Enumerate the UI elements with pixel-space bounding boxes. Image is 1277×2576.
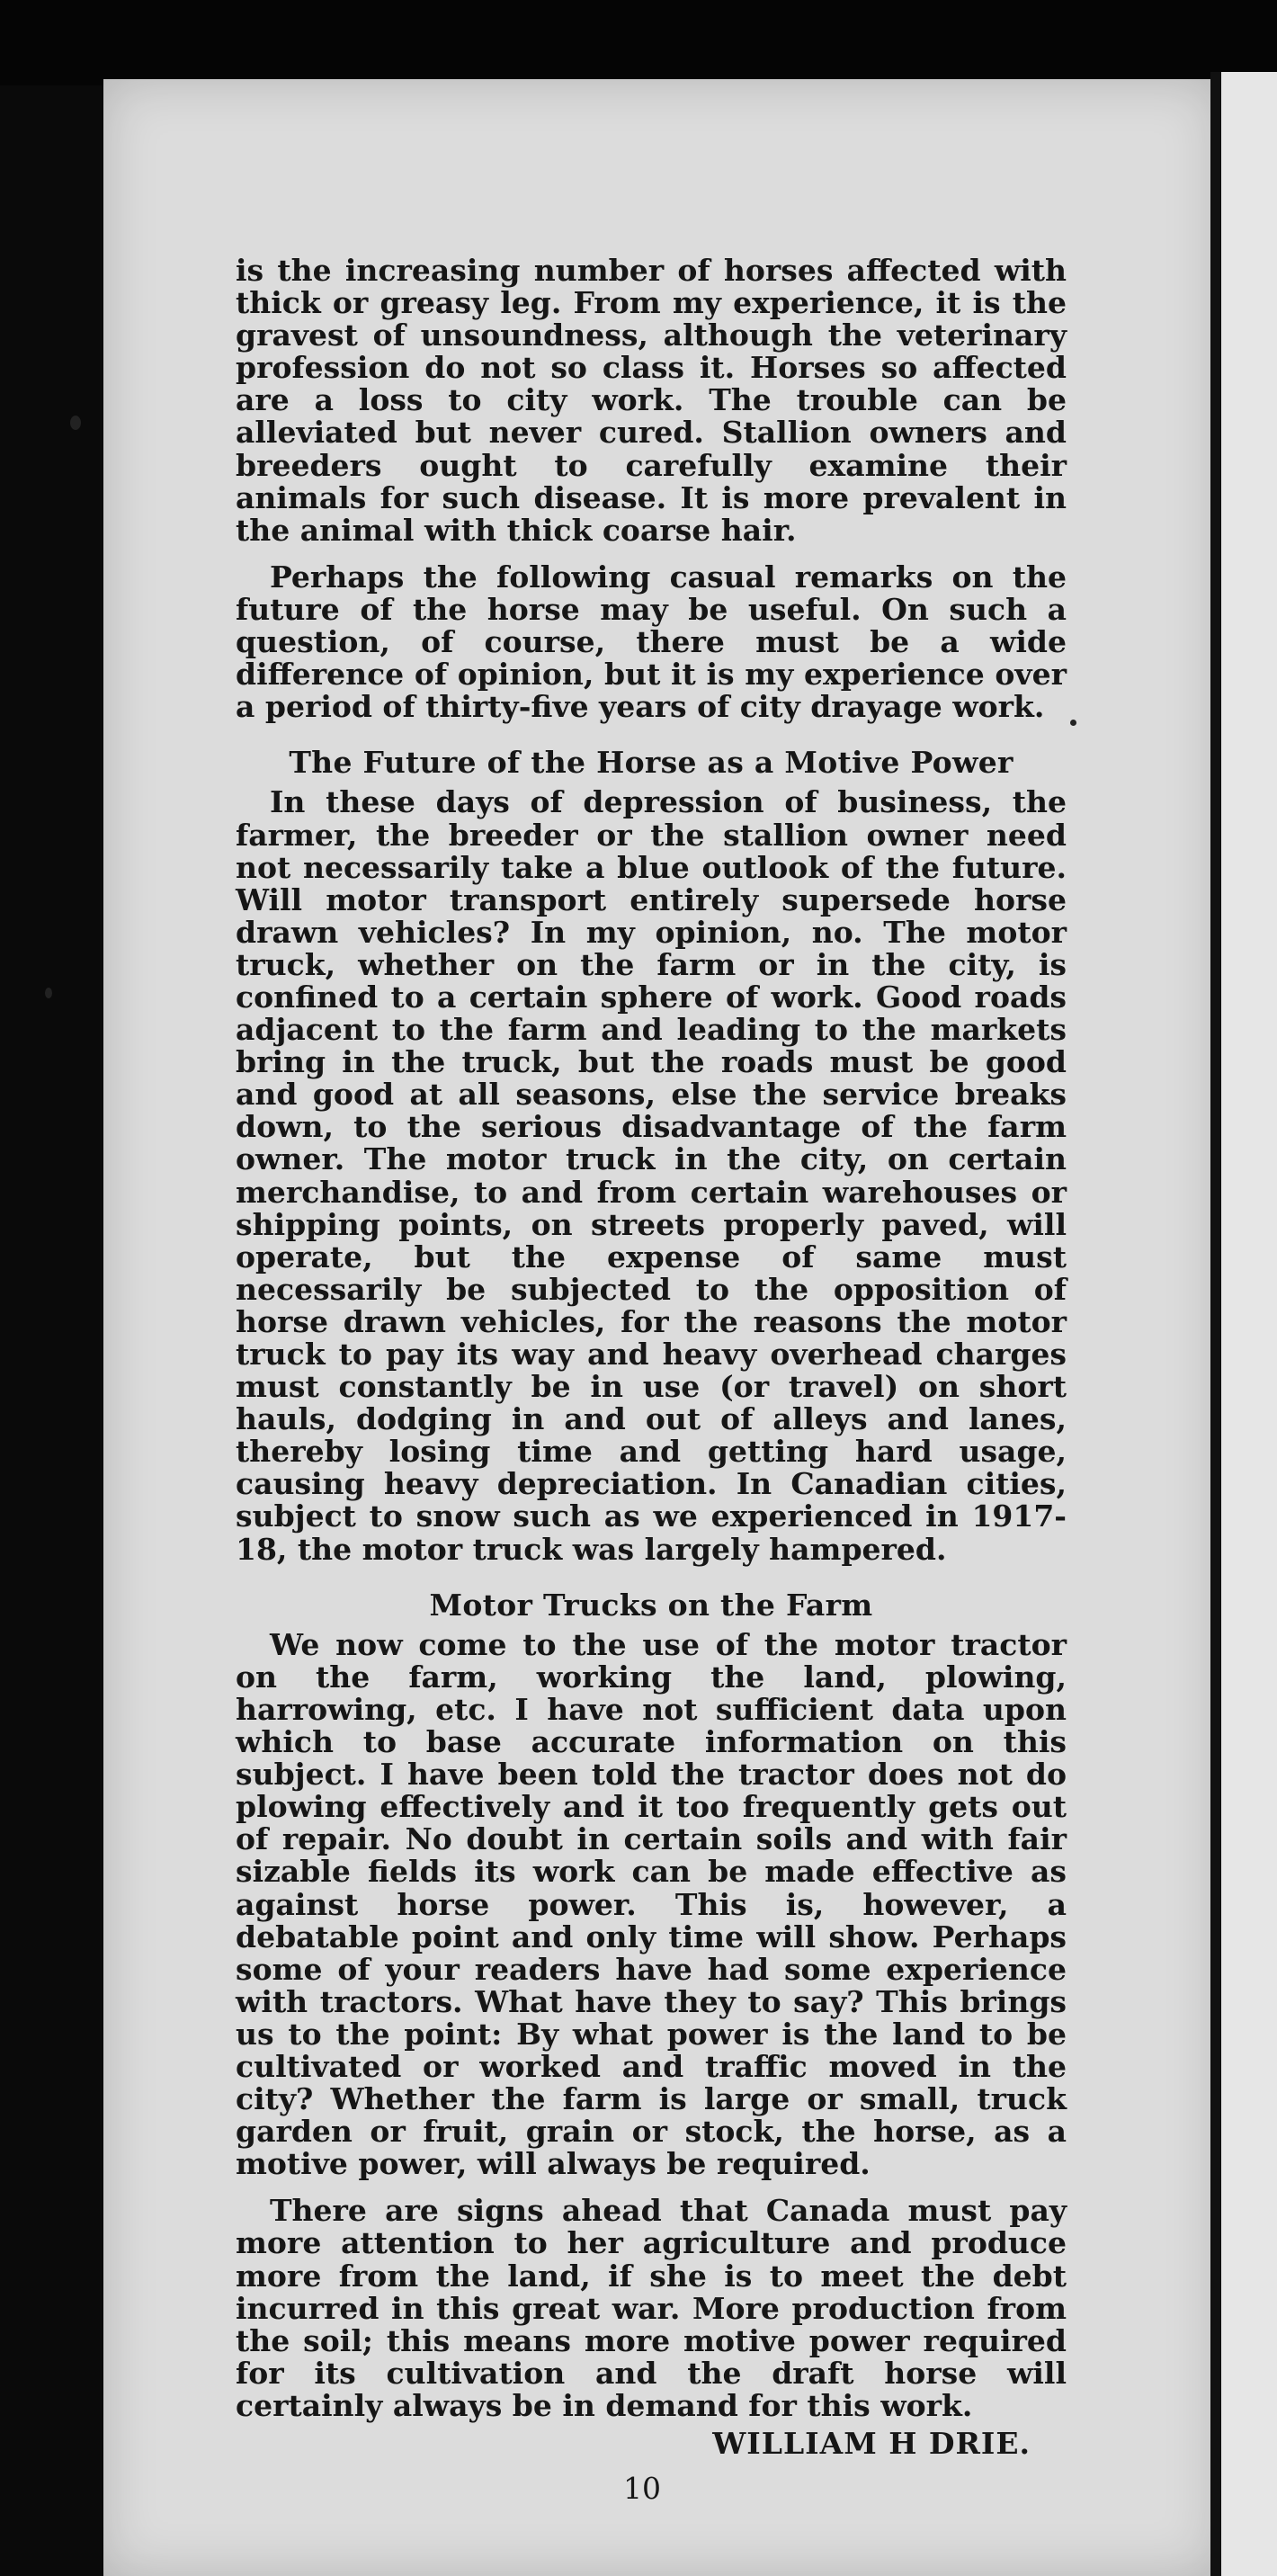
scan-top-border [0,0,1277,85]
page-number: 10 [623,2471,661,2507]
scan-speck [70,416,81,430]
paragraph: In these days of depression of business, the farmer, the breeder or the stallion owner need not necessarily take a blue outlook of the future. Will motor transport entirely supersede horse drawn vehicles? In my opinion, no. The motor truck, whether on the farm or in the city, is confined to a certain sphere of work. Good roads adjacent to the farm and leading to the markets bring in the truck, but the roads must be good and good at all seasons, else the service breaks down, to the serious disadvantage of the farm owner. The motor truck in the city, on certain merchandise, to and from certain warehouses or shipping points, on streets properly paved, will operate, but the expense of same must necessarily be subjected to the opposition of horse drawn vehicles, for the reasons the motor truck to pay its way and heavy overhead charges must constantly be in use (or travel) on short hauls, dodging in and out of alleys and lanes, thereby losing time and getting hard usage, causing heavy depreciation. In Canadian cities, subject to snow such as we experienced in 1917-18, the motor truck was largely hampered. [236,784,1067,1567]
section-heading: Motor Trucks on the Farm [429,1587,873,1623]
paragraph: There are signs ahead that Canada must pay more attention to her agriculture and produce more from the land, if she is to meet the debt incurred in this great war. More production from the soil; this means more motive power required for its cultivation and the draft horse will certainly always be in demand for this work. [236,2193,1067,2423]
scan-speck [1070,720,1076,726]
paragraph: Perhaps the following casual remarks on the future of the horse may be useful. On such a question, of course, there must be a wide difference of opinion, but it is my experience over a period of thirty-five years of city drayage work. [236,559,1067,725]
adjacent-page-strip [1221,72,1277,2576]
paragraph: We now come to the use of the motor tractor on the farm, working the land, plowing, harrowing, etc. I have not sufficient data upon which to base accurate information on this subject. I have been told the tractor does not do plowing effectively and it too frequently gets out of repair. No doubt in certain soils and with fair sizable fields its work can be made effective as against horse power. This is, however, a debatable point and only time will show. Perhaps some of your readers have had some experience with tractors. What have they to say? This brings us to the point: By what power is the land to be cultivated or worked and traffic moved in the city? Whether the farm is large or small, truck garden or fruit, grain or stock, the horse, as a motive power, will always be required. [236,1626,1067,2182]
article-body [236,255,1067,2505]
scan-speck [45,988,52,998]
paragraph: is the increasing number of horses affected with thick or greasy leg. From my experience, it is the gravest of unsoundness, although the veterinary profession do not so class it. Horses so affected are a loss to city work. The trouble can be alleviated but never cured. Stallion owners and breeders ought to carefully examine their animals for such disease. It is more prevalent in the animal with thick coarse hair. [236,253,1067,548]
section-heading: The Future of the Horse as a Motive Power [289,745,1014,781]
author-signature: WILLIAM H DRIE. [712,2426,1031,2461]
page-edge-line [1210,72,1221,2576]
